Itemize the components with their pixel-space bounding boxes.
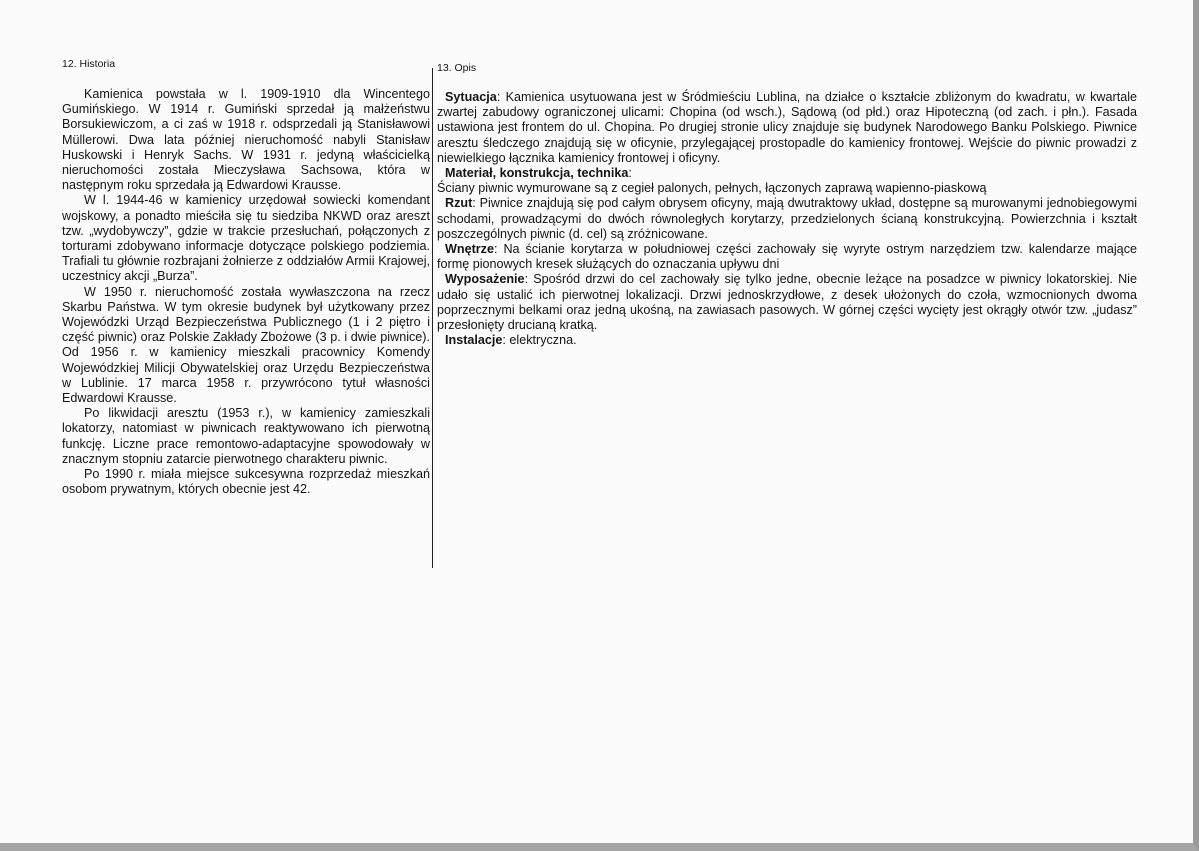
item-text: Kamienica usytuowana jest w Śródmieściu Lublina, na działce o kształcie zbliżonym do kwadratu, w kwartale zwartej zabudowy ograniczonej ulicami: Chopina (od wsch.), Sądową (od płd.) oraz Hipoteczną (od zach. i płn.). Fasada ustawiona jest frontem do ul. Chopina. Po drugiej stronie ulicy znajduje się budynek Narodowego Banku Polskiego. Piwnice aresztu śledczego znajdują się w oficynie, przylegającej prostopadle do kamienicy frontowej. Wejście do piwnic prowadzi z niewielkiego łącznika kamienicy frontowej i oficyny.	[437, 90, 1137, 165]
item-label: Sytuacja	[445, 90, 497, 104]
description-body	[437, 90, 1137, 348]
history-paragraph: Po likwidacji aresztu (1953 r.), w kamienicy zamieszkali lokatorzy, natomiast w piwnicach reaktywowano ich pierwotną funkcję. Liczne prace remontowo-adaptacyjne spowodowały w znacznym stopniu zatarcie pierwotnego charakteru piwnic.	[62, 406, 430, 466]
history-column	[62, 58, 430, 497]
item-label: Rzut	[445, 196, 473, 211]
description-item-installations: Instalacje: elektryczna.	[445, 333, 577, 348]
history-heading: 12. Historia	[62, 58, 116, 70]
item-text: Ściany piwnic wymurowane są z cegieł palonych, pełnych, łączonych zaprawą wapienno-piaskową	[437, 181, 987, 196]
description-item-walls	[437, 181, 1137, 196]
item-label: Wnętrze	[445, 242, 494, 257]
history-body	[62, 87, 430, 497]
item-text: Spośród drzwi do cel zachowały się tylko jedne, obecnie leżące na posadzce w piwnicy lokatorskiej. Nie udało się ustalić ich pierwotnej lokalizacji. Drzwi jednoskrzydłowe, z desek ułożonych do czoła, wzmocnionych dwoma poprzecznymi belkami oraz jedną ukośną, na zawiasach pasowych. W górnej części wycięty jest okrągły otwór tzw. „judasz” przesłonięty drucianą kratką.	[437, 272, 1137, 333]
item-text: Piwnice znajdują się pod całym obrysem oficyny, mają dwutraktowy układ, dostępne są murowanymi jednobiegowymi schodami, prowadzącymi do dwóch równoległych korytarzy, przedzielonych ścianą konstrukcyjną. Powierzchnia i kształt poszczególnych piwnic (d. cel) są zróżnicowane.	[437, 196, 1137, 241]
history-paragraph: Po 1990 r. miała miejsce sukcesywna rozprzedaż mieszkań osobom prywatnym, których obecnie jest 42.	[62, 467, 430, 497]
description-item-equipment: Wyposażenie: Spośród drzwi do cel zachowały się tylko jedne, obecnie leżące na posadzce w piwnicy lokatorskiej. Nie udało się ustalić ich pierwotnej lokalizacji. Drzwi jednoskrzydłowe, z desek ułożonych do czoła, wzmocnionych dwoma poprzecznymi belkami oraz jedną ukośną, na zawiasach pasowych. W górnej części wycięty jest okrągły otwór tzw. „judasz” przesłonięty drucianą kratką.	[437, 272, 1137, 333]
item-label: Instalacje	[445, 333, 503, 348]
column-divider	[432, 68, 433, 568]
description-item-interior: Wnętrze: Na ścianie korytarza w południowej części zachowały się wyryte ostrym narzędziem tzw. kalendarze mające formę pionowych kresek służących do oznaczania upływu dni	[437, 242, 1137, 272]
description-item-situation: Sytuacja: Kamienica usytuowana jest w Śródmieściu Lublina, na działce o kształcie zbliżonym do kwadratu, w kwartale zwartej zabudowy ograniczonej ulicami: Chopina (od wsch.), Sądową (od płd.) oraz Hipoteczną (od zach. i płn.). Fasada ustawiona jest frontem do ul. Chopina. Po drugiej stronie ulicy znajduje się budynek Narodowego Banku Polskiego. Piwnice aresztu śledczego znajdują się w oficynie, przylegającej prostopadle do kamienicy frontowej. Wejście do piwnic prowadzi z niewielkiego łącznika kamienicy frontowej i oficyny.	[437, 90, 1137, 165]
item-text: Na ścianie korytarza w południowej części zachowały się wyryte ostrym narzędziem tzw. kalendarze mające formę pionowych kresek służących do oznaczania upływu dni	[437, 242, 1137, 272]
description-heading: 13. Opis	[437, 62, 477, 74]
item-label: Materiał, konstrukcja, technika	[445, 166, 629, 181]
description-item-material: Materiał, konstrukcja, technika:	[445, 166, 632, 181]
history-paragraph: Kamienica powstała w l. 1909-1910 dla Wincentego Gumińskiego. W 1914 r. Gumiński sprzedał ją małżeństwu Borsukiewiczom, a ci zaś w 1918 r. odsprzedali ją Stanisławowi Müllerowi. Dwa lata później nieruchomość nabyli Stanisław Huskowski i Henryk Sachs. W 1931 r. jedyną właścicielką nieruchomości została Mieczysława Sachsowa, która w następnym roku sprzedała ją Edwardowi Krausse.	[62, 87, 430, 193]
history-paragraph: W 1950 r. nieruchomość została wywłaszczona na rzecz Skarbu Państwa. W tym okresie budynek był użytkowany przez Wojewódzki Urząd Bezpieczeństwa Publicznego (1 i 2 piętro i część piwnic) oraz Polskie Zakłady Zbożowe (3 p. i dwie piwnice). Od 1956 r. w kamienicy mieszkali pracownicy Komendy Wojewódzkiej Milicji Obywatelskiej oraz Urzędu Bezpieczeństwa w Lublinie. 17 marca 1958 r. przywrócono tytuł własności Edwardowi Krausse.	[62, 284, 430, 406]
item-text: elektryczna.	[505, 333, 577, 348]
item-label: Wyposażenie	[445, 272, 525, 287]
history-paragraph: W l. 1944-46 w kamienicy urzędował sowiecki komendant wojskowy, a ponadto mieściła się tu siedziba NKWD oraz areszt tzw. „wydobywczy”, gdzie w trakcie przesłuchań, połączonych z torturami zdobywano informacje dotyczące polskiego podziemia. Trafiali tu głównie rozbrajani żołnierze z oddziałów Armii Krajowej, uczestnicy akcji „Burza”.	[62, 193, 430, 284]
description-column	[437, 62, 1137, 348]
description-item-plan: Rzut: Piwnice znajdują się pod całym obrysem oficyny, mają dwutraktowy układ, dostępne są murowanymi jednobiegowymi schodami, prowadzącymi do dwóch równoległych korytarzy, przedzielonych ścianą konstrukcyjną. Powierzchnia i kształt poszczególnych piwnic (d. cel) są zróżnicowane.	[437, 196, 1137, 241]
